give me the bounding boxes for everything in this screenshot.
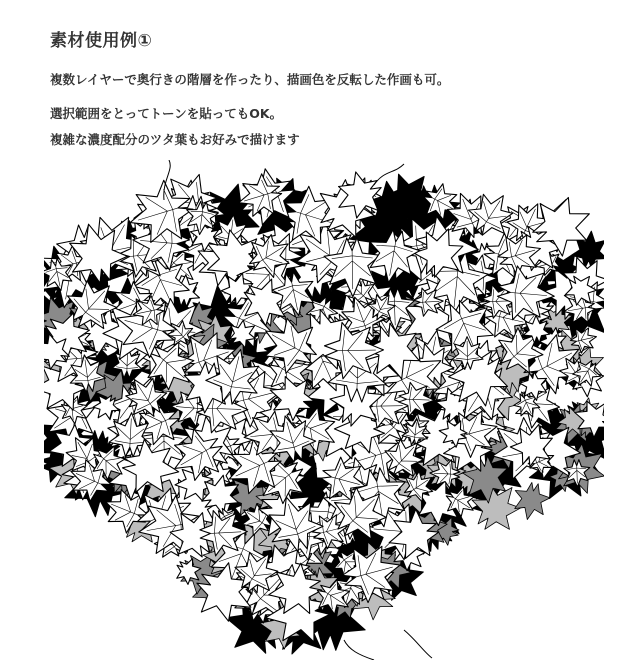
ivy-tendril bbox=[404, 630, 432, 658]
ivy-leaves-illustration bbox=[44, 160, 604, 660]
page-title: 素材使用例① bbox=[50, 31, 153, 51]
ivy-tendril bbox=[344, 640, 374, 660]
description-line-3: 複雑な濃度配分のツタ葉もお好みで描けます bbox=[50, 132, 300, 147]
description-line-1: 複数レイヤーで奥行きの階層を作ったり、描画色を反転した作画も可。 bbox=[50, 72, 450, 87]
description-line-2: 選択範囲をとってトーンを貼ってもOK。 bbox=[50, 106, 283, 121]
ivy-artwork bbox=[44, 160, 604, 660]
